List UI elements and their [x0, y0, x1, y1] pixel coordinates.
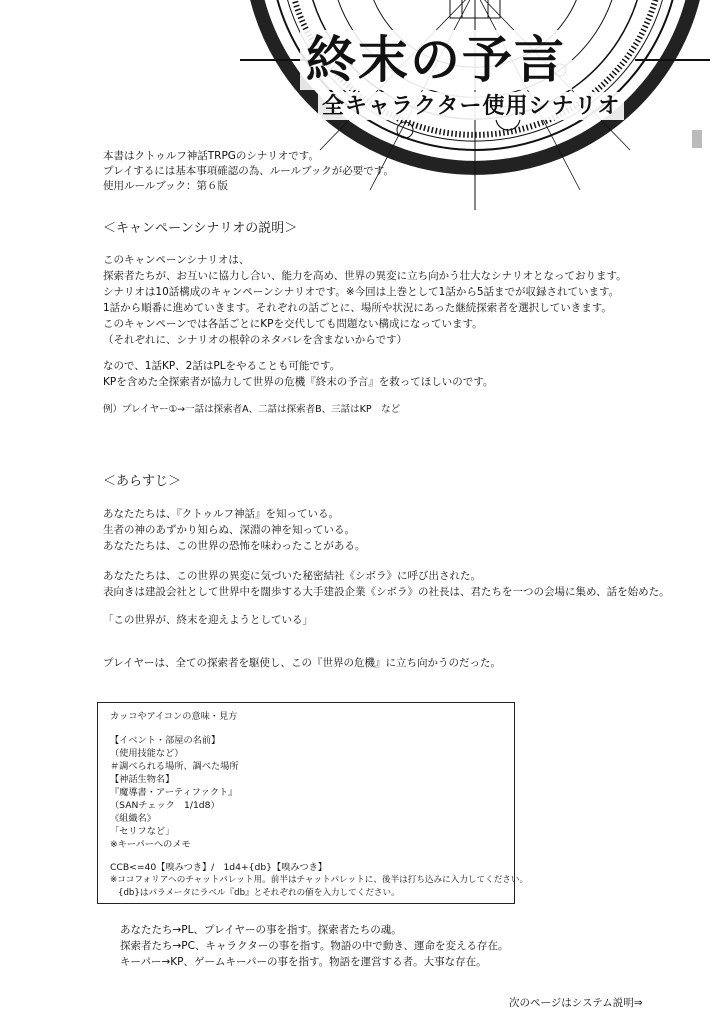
legend-item: （使用技能など）	[110, 748, 184, 759]
legend-item: 【イベント・部屋の名前】	[110, 735, 221, 746]
scenario-title: 終末の予言	[300, 30, 572, 90]
campaign-line: なので、1話KP、2話はPLをやることも可能です。	[103, 360, 341, 372]
synopsis-line: 生者の神のあずかり知らぬ、深淵の神を知っている。	[103, 524, 355, 536]
legend-item: （SANチェック 1/1d8）	[110, 800, 220, 811]
campaign-heading: ＜キャンペーンシナリオの説明＞	[103, 221, 298, 236]
intro-line: 使用ルールブック：第６版	[103, 180, 229, 192]
next-page-link[interactable]: 次のページはシステム説明⇒	[509, 997, 643, 1009]
campaign-line: KPを含めた全探索者が協力して世界の危機『終末の予言』を救ってほしいのです。	[103, 376, 494, 388]
legend-item: 「セリフなど」	[110, 826, 175, 837]
synopsis-heading: ＜あらすじ＞	[103, 474, 182, 489]
campaign-line: このキャンペーンシナリオは、	[103, 254, 250, 266]
synopsis-line: あなたたちは、この世界の恐怖を味わったことがある。	[103, 540, 366, 552]
synopsis-line: 表向きは建設会社として世界中を闊歩する大手建設企業《シボラ》の社長は、君たちを一つの会場に集め、話を始めた。	[103, 586, 670, 598]
synopsis-line: あなたたちは、この世界の異変に気づいた秘密結社《シボラ》に呼び出された。	[103, 570, 481, 582]
legend-item: 『魔導書・アーティファクト』	[110, 787, 238, 798]
scenario-subtitle: 全キャラクター使用シナリオ	[318, 92, 624, 120]
legend-note: ※ココフォリアへのチャットパレット用。前半はチャットパレットに、後半は打ち込みに入力してください。	[110, 875, 529, 885]
legend-item: 【神話生物名】	[110, 774, 175, 785]
campaign-line: シナリオは10話構成のキャンペーンシナリオです。※今回は上巻として1話から5話までが収録されています。	[103, 286, 620, 298]
intro-line: プレイするには基本事項確認の為、ルールブックが必要です。	[103, 165, 394, 177]
legend-item: ＃調べられる場所、調べた場所	[110, 761, 239, 772]
campaign-line: このキャンペーンでは各話ごとにKPを交代しても問題ない構成になっています。	[103, 318, 483, 330]
synopsis-closing: プレイヤーは、全ての探索者を駆使し、この『世界の危機』に立ち向かうのだった。	[103, 657, 502, 669]
campaign-line: 1話から順番に進めていきます。それぞれの話ごとに、場所や状況にあった継続探索者を選択していきます。	[103, 302, 612, 314]
definition-line: キーパー→KP、ゲームキーパーの事を指す。物語を運営する者。大事な存在。	[120, 956, 487, 968]
synopsis-quote: 「この世界が、終末を迎えようとしている」	[103, 614, 313, 626]
legend-title: カッコやアイコンの意味・見方	[110, 711, 238, 722]
legend-item: 《組織名》	[110, 813, 156, 824]
synopsis-line: あなたたちは、『クトゥルフ神話』を知っている。	[103, 508, 339, 520]
definition-line: あなたたち→PL、プレイヤーの事を指す。探索者たちの魂。	[120, 924, 402, 936]
definition-line: 探索者たち→PC、キャラクターの事を指す。物語の中で動き、運命を変える存在。	[120, 940, 509, 952]
intro-line: 本書はクトゥルフ神話TRPGのシナリオです。	[103, 150, 319, 162]
legend-item: ※キーパーへのメモ	[110, 839, 191, 850]
campaign-example: 例）プレイヤー①→一話は探索者A、二話は探索者B、三話はKP など	[103, 404, 401, 415]
legend-note: {db}はパラメータにラベル『db』とそれぞれの値を入力してください。	[118, 888, 400, 898]
campaign-line: （それぞれに、シナリオの根幹のネタバレを含まないからです）	[103, 334, 408, 346]
legend-ccb-line: CCB<=40【嗅みつき】/ 1d4+{db}【嗅みつき】	[110, 862, 327, 873]
campaign-line: 探索者たちが、お互いに協力し合い、能力を高め、世界の異変に立ち向かう壮大なシナリオとなっております。	[103, 270, 627, 282]
